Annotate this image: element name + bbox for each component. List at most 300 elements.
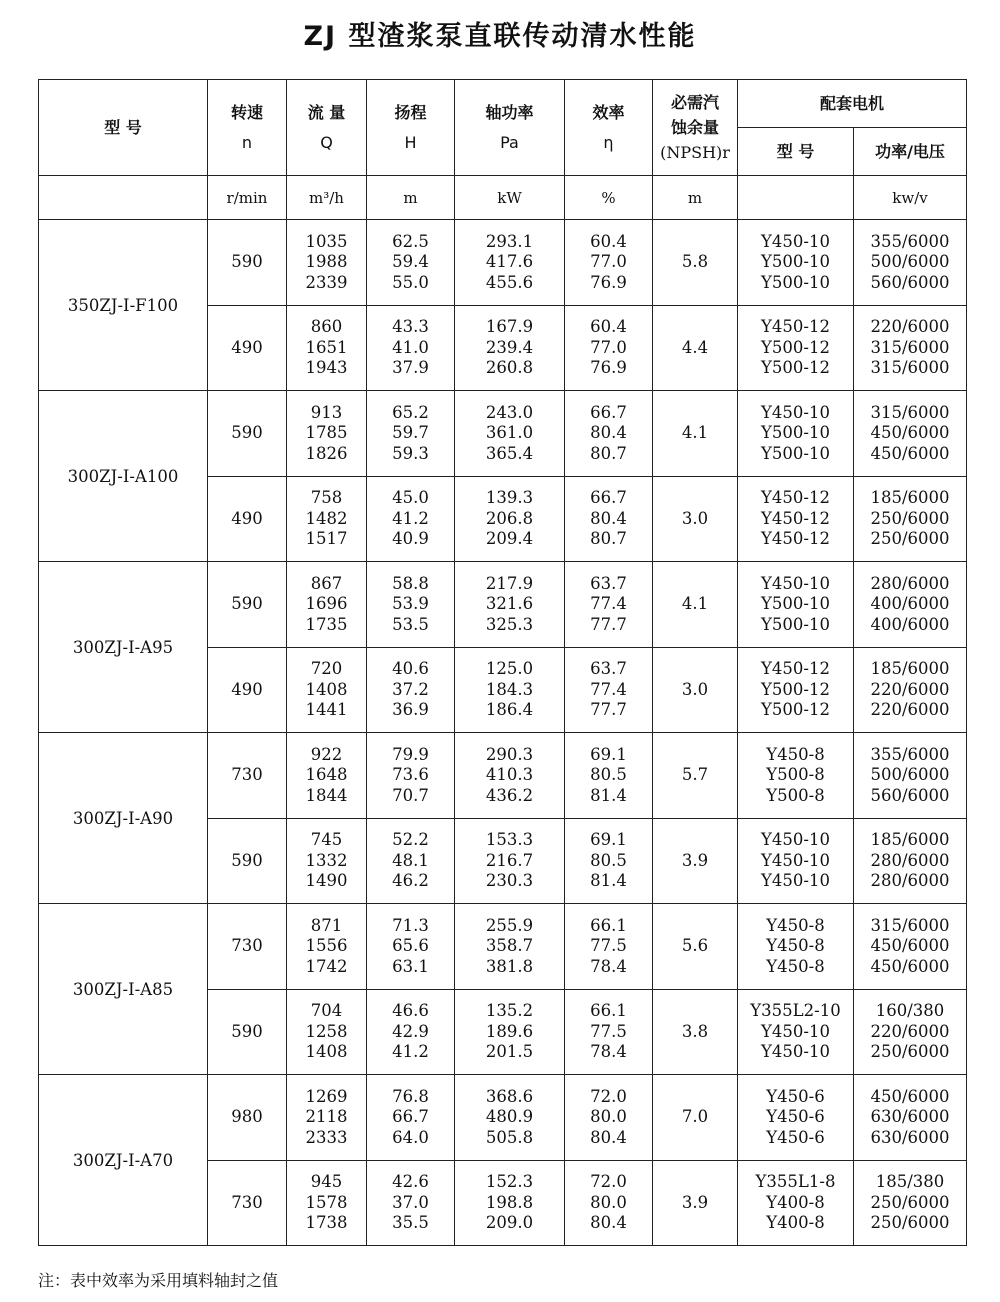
head-cell-value: 37.2	[392, 679, 429, 699]
motor-model-cell	[738, 391, 854, 477]
header-efficiency: 效率 η	[565, 80, 653, 176]
efficiency-cell-value: 69.1	[590, 830, 627, 849]
motor-model-cell	[738, 733, 854, 819]
unit-head: m	[367, 176, 455, 220]
flow-cell-value: 1988	[305, 252, 348, 271]
motor-power-cell-value: 400/6000	[870, 594, 950, 613]
motor-model-cell-value: Y500-12	[761, 358, 830, 377]
flow-cell-value: 860	[310, 317, 343, 336]
motor-model-cell-value: Y355L1-8	[755, 1172, 836, 1191]
npsh-cell: 3.8	[653, 989, 738, 1075]
head-cell-value: 53.5	[392, 614, 429, 634]
motor-power-cell-value: 185/6000	[870, 830, 950, 849]
motor-model-cell-value: Y450-8	[766, 744, 825, 764]
speed-cell: 590	[208, 220, 287, 306]
motor-model-cell-value: Y400-8	[766, 1213, 825, 1232]
motor-power-cell-value: 450/6000	[870, 1086, 950, 1106]
efficiency-cell-value: 81.4	[590, 871, 627, 890]
head-cell-value: 59.3	[392, 443, 429, 463]
npsh-cell: 7.0	[653, 1075, 738, 1161]
speed-cell: 490	[208, 476, 287, 562]
motor-power-cell-value: 450/6000	[870, 443, 950, 463]
shaft-power-cell-value: 216.7	[485, 850, 534, 870]
flow-cell-value: 1943	[305, 358, 348, 377]
flow-cell-value: 1826	[305, 443, 348, 463]
npsh-cell: 5.6	[653, 904, 738, 990]
motor-power-cell	[854, 220, 967, 306]
npsh-cell: 5.7	[653, 733, 738, 819]
shaft-power-cell-value: 505.8	[485, 1127, 534, 1147]
flow-cell-value: 2339	[305, 272, 348, 292]
flow-cell-value: 1696	[305, 594, 348, 613]
motor-model-cell-value: Y500-10	[761, 443, 830, 463]
motor-model-cell	[738, 989, 854, 1075]
head-cell-value: 41.2	[392, 1042, 429, 1061]
motor-model-cell-value: Y500-8	[766, 765, 825, 784]
shaft-power-cell-value: 243.0	[485, 402, 534, 422]
motor-model-cell-value: Y450-12	[761, 317, 830, 336]
motor-power-cell-value: 315/6000	[870, 915, 950, 935]
efficiency-cell	[565, 733, 653, 819]
flow-cell-value: 1408	[305, 679, 348, 699]
efficiency-cell-value: 77.5	[590, 936, 627, 955]
motor-power-cell-value: 250/6000	[870, 529, 950, 548]
flow-cell	[287, 305, 367, 391]
head-cell-value: 55.0	[392, 272, 429, 292]
flow-cell-value: 1735	[305, 614, 348, 634]
flow-cell-value: 1651	[305, 337, 348, 357]
shaft-power-cell-value: 201.5	[485, 1042, 534, 1061]
head-cell-value: 59.7	[392, 423, 429, 442]
npsh-cell: 3.0	[653, 647, 738, 733]
flow-cell	[287, 220, 367, 306]
header-motor-group: 配套电机	[738, 80, 967, 128]
shaft-power-cell-value: 365.4	[485, 443, 534, 463]
head-cell-value: 41.0	[392, 337, 429, 357]
head-cell-value: 43.3	[392, 317, 429, 336]
efficiency-cell-value: 80.4	[590, 1213, 627, 1232]
table-row	[39, 562, 967, 648]
shaft-power-cell-value: 186.4	[485, 700, 534, 719]
motor-model-cell-value: Y500-10	[761, 252, 830, 271]
efficiency-cell	[565, 818, 653, 904]
flow-cell-value: 720	[310, 659, 343, 678]
motor-power-cell	[854, 989, 967, 1075]
head-cell-value: 62.5	[392, 231, 429, 251]
flow-cell-value: 1332	[305, 850, 348, 870]
motor-power-cell-value: 560/6000	[870, 785, 950, 805]
motor-power-cell	[854, 818, 967, 904]
motor-power-cell-value: 630/6000	[870, 1107, 950, 1126]
speed-cell: 590	[208, 989, 287, 1075]
flow-cell-value: 1742	[305, 956, 348, 976]
header-npsh: 必需汽 蚀余量 (NPSH)r	[653, 80, 738, 176]
motor-model-cell-value: Y500-10	[761, 614, 830, 634]
flow-cell	[287, 733, 367, 819]
motor-model-cell-value: Y450-10	[761, 871, 830, 890]
head-cell-value: 45.0	[392, 488, 429, 507]
shaft-power-cell-value: 480.9	[485, 1107, 534, 1126]
head-cell-value: 42.6	[392, 1172, 429, 1191]
head-cell	[367, 733, 455, 819]
flow-cell	[287, 989, 367, 1075]
shaft-power-cell-value: 260.8	[485, 358, 534, 377]
motor-model-cell	[738, 818, 854, 904]
head-cell-value: 63.1	[392, 956, 429, 976]
motor-model-cell-value: Y450-12	[761, 659, 830, 678]
efficiency-cell-value: 69.1	[590, 744, 627, 764]
footnote: 注：表中效率为采用填料轴封之值	[38, 1271, 279, 1290]
motor-model-cell	[738, 220, 854, 306]
head-cell-value: 42.9	[392, 1021, 429, 1041]
head-cell-value: 48.1	[392, 850, 429, 870]
speed-cell: 730	[208, 904, 287, 990]
motor-model-cell	[738, 647, 854, 733]
shaft-power-cell	[455, 562, 565, 648]
shaft-power-cell-value: 410.3	[485, 765, 534, 784]
head-cell-value: 64.0	[392, 1127, 429, 1147]
shaft-power-cell-value: 184.3	[485, 679, 534, 699]
head-cell	[367, 647, 455, 733]
motor-model-cell-value: Y500-12	[761, 337, 830, 357]
efficiency-cell-value: 60.4	[590, 317, 627, 336]
motor-model-cell-value: Y450-10	[761, 231, 830, 251]
head-cell-value: 41.2	[392, 508, 429, 528]
flow-cell-value: 1441	[305, 700, 348, 719]
flow-cell-value: 1490	[305, 871, 348, 890]
motor-power-cell-value: 280/6000	[870, 871, 950, 890]
head-cell-value: 46.6	[392, 1001, 429, 1020]
flow-cell-value: 1738	[305, 1213, 348, 1232]
speed-cell: 490	[208, 305, 287, 391]
efficiency-cell-value: 66.1	[590, 915, 627, 935]
shaft-power-cell-value: 368.6	[485, 1086, 534, 1106]
motor-power-cell	[854, 647, 967, 733]
head-cell	[367, 562, 455, 648]
motor-power-cell-value: 315/6000	[870, 358, 950, 377]
head-cell	[367, 818, 455, 904]
flow-cell	[287, 647, 367, 733]
npsh-cell: 3.0	[653, 476, 738, 562]
flow-cell-value: 945	[310, 1172, 343, 1191]
head-cell-value: 76.8	[392, 1086, 429, 1106]
flow-cell-value: 1648	[305, 765, 348, 784]
efficiency-cell-value: 63.7	[590, 573, 627, 593]
header-motor-model: 型 号	[738, 128, 854, 176]
npsh-cell: 4.4	[653, 305, 738, 391]
efficiency-cell	[565, 220, 653, 306]
motor-model-cell-value: Y400-8	[766, 1192, 825, 1212]
speed-cell: 590	[208, 562, 287, 648]
flow-cell-value: 1482	[305, 508, 348, 528]
head-cell	[367, 904, 455, 990]
head-cell-value: 40.9	[392, 529, 429, 548]
shaft-power-cell	[455, 733, 565, 819]
unit-model	[39, 176, 208, 220]
motor-power-cell	[854, 733, 967, 819]
motor-model-cell-value: Y450-6	[766, 1086, 825, 1106]
speed-cell: 730	[208, 1160, 287, 1246]
speed-cell: 590	[208, 818, 287, 904]
efficiency-cell-value: 80.5	[590, 850, 627, 870]
motor-model-cell	[738, 562, 854, 648]
table-row	[39, 904, 967, 990]
shaft-power-cell-value: 361.0	[485, 423, 534, 442]
shaft-power-cell-value: 217.9	[485, 573, 534, 593]
flow-cell	[287, 562, 367, 648]
motor-power-cell-value: 185/380	[875, 1172, 945, 1191]
motor-power-cell-value: 500/6000	[870, 765, 950, 784]
efficiency-cell	[565, 904, 653, 990]
flow-cell-value: 1035	[305, 231, 348, 251]
pump-model: 300ZJ-I-A100	[39, 391, 208, 562]
unit-power: kW	[455, 176, 565, 220]
efficiency-cell-value: 80.0	[590, 1107, 627, 1126]
speed-cell: 980	[208, 1075, 287, 1161]
shaft-power-cell	[455, 391, 565, 477]
efficiency-cell-value: 80.4	[590, 508, 627, 528]
shaft-power-cell	[455, 989, 565, 1075]
motor-model-cell	[738, 1160, 854, 1246]
shaft-power-cell	[455, 305, 565, 391]
motor-power-cell-value: 185/6000	[870, 488, 950, 507]
efficiency-cell-value: 66.7	[590, 402, 627, 422]
efficiency-cell-value: 80.0	[590, 1192, 627, 1212]
shaft-power-cell-value: 436.2	[485, 785, 534, 805]
header-motor-power: 功率/电压	[854, 128, 967, 176]
npsh-cell: 4.1	[653, 562, 738, 648]
shaft-power-cell-value: 139.3	[485, 488, 534, 507]
flow-cell-value: 871	[310, 915, 343, 935]
shaft-power-cell	[455, 476, 565, 562]
table-row	[39, 220, 967, 306]
shaft-power-cell-value: 135.2	[485, 1001, 534, 1020]
shaft-power-cell-value: 230.3	[485, 871, 534, 890]
efficiency-cell-value: 80.5	[590, 765, 627, 784]
motor-model-cell-value: Y450-10	[761, 1042, 830, 1061]
motor-model-cell-value: Y450-8	[766, 915, 825, 935]
head-cell-value: 58.8	[392, 573, 429, 593]
head-cell-value: 37.0	[392, 1192, 429, 1212]
efficiency-cell-value: 77.7	[590, 700, 627, 719]
head-cell-value: 40.6	[392, 659, 429, 678]
motor-power-cell-value: 185/6000	[870, 659, 950, 678]
efficiency-cell-value: 63.7	[590, 659, 627, 678]
motor-power-cell-value: 220/6000	[870, 679, 950, 699]
shaft-power-cell-value: 209.4	[485, 529, 534, 548]
head-cell-value: 53.9	[392, 594, 429, 613]
flow-cell-value: 704	[310, 1001, 343, 1020]
efficiency-cell-value: 77.0	[590, 252, 627, 271]
flow-cell	[287, 818, 367, 904]
pump-model: 300ZJ-I-A90	[39, 733, 208, 904]
motor-model-cell-value: Y500-10	[761, 272, 830, 292]
header-flow: 流 量 Q	[287, 80, 367, 176]
motor-power-cell	[854, 904, 967, 990]
efficiency-cell-value: 78.4	[590, 956, 627, 976]
efficiency-cell	[565, 391, 653, 477]
header-head: 扬程 H	[367, 80, 455, 176]
efficiency-cell-value: 77.5	[590, 1021, 627, 1041]
efficiency-cell-value: 76.9	[590, 272, 627, 292]
efficiency-cell-value: 77.7	[590, 614, 627, 634]
unit-motor-power: kw/v	[854, 176, 967, 220]
flow-cell	[287, 476, 367, 562]
motor-model-cell-value: Y500-8	[766, 785, 825, 805]
flow-cell	[287, 391, 367, 477]
unit-efficiency: %	[565, 176, 653, 220]
efficiency-cell-value: 77.4	[590, 679, 627, 699]
pump-model: 350ZJ-I-F100	[39, 220, 208, 391]
flow-cell	[287, 904, 367, 990]
shaft-power-cell-value: 125.0	[485, 659, 534, 678]
motor-power-cell-value: 450/6000	[870, 936, 950, 955]
header-speed: 转速 n	[208, 80, 287, 176]
efficiency-cell	[565, 305, 653, 391]
motor-model-cell-value: Y450-12	[761, 529, 830, 548]
efficiency-cell-value: 66.7	[590, 488, 627, 507]
head-cell-value: 70.7	[392, 785, 429, 805]
motor-model-cell-value: Y450-10	[761, 830, 830, 849]
motor-model-cell-value: Y500-12	[761, 700, 830, 719]
motor-power-cell	[854, 305, 967, 391]
motor-power-cell-value: 250/6000	[870, 508, 950, 528]
pump-model: 300ZJ-I-A85	[39, 904, 208, 1075]
shaft-power-cell-value: 206.8	[485, 508, 534, 528]
head-cell	[367, 305, 455, 391]
efficiency-cell-value: 60.4	[590, 231, 627, 251]
shaft-power-cell-value: 239.4	[485, 337, 534, 357]
motor-model-cell-value: Y450-10	[761, 573, 830, 593]
motor-model-cell-value: Y450-8	[766, 956, 825, 976]
efficiency-cell-value: 80.7	[590, 443, 627, 463]
head-cell	[367, 391, 455, 477]
head-cell	[367, 1075, 455, 1161]
motor-power-cell-value: 450/6000	[870, 423, 950, 442]
motor-power-cell-value: 220/6000	[870, 700, 950, 719]
motor-model-cell-value: Y450-10	[761, 402, 830, 422]
head-cell	[367, 476, 455, 562]
performance-table	[38, 79, 967, 1246]
motor-power-cell-value: 355/6000	[870, 231, 950, 251]
unit-flow: m³/h	[287, 176, 367, 220]
motor-power-cell-value: 400/6000	[870, 614, 950, 634]
motor-power-cell-value: 280/6000	[870, 850, 950, 870]
motor-power-cell-value: 450/6000	[870, 956, 950, 976]
head-cell-value: 66.7	[392, 1107, 429, 1126]
flow-cell-value: 913	[310, 402, 343, 422]
motor-model-cell-value: Y500-10	[761, 594, 830, 613]
flow-cell-value: 745	[310, 830, 343, 849]
shaft-power-cell-value: 152.3	[485, 1172, 534, 1191]
efficiency-cell-value: 72.0	[590, 1086, 627, 1106]
motor-model-cell-value: Y450-12	[761, 488, 830, 507]
npsh-cell: 3.9	[653, 1160, 738, 1246]
flow-cell-value: 1785	[305, 423, 348, 442]
shaft-power-cell	[455, 220, 565, 306]
shaft-power-cell-value: 358.7	[485, 936, 534, 955]
motor-power-cell-value: 220/6000	[870, 1021, 950, 1041]
shaft-power-cell	[455, 818, 565, 904]
table-row	[39, 391, 967, 477]
head-cell-value: 37.9	[392, 358, 429, 377]
efficiency-cell-value: 80.4	[590, 423, 627, 442]
unit-motor-model	[738, 176, 854, 220]
motor-model-cell	[738, 904, 854, 990]
flow-cell-value: 1269	[305, 1086, 348, 1106]
efficiency-cell	[565, 989, 653, 1075]
flow-cell-value: 758	[310, 488, 343, 507]
shaft-power-cell-value: 381.8	[485, 956, 534, 976]
shaft-power-cell	[455, 647, 565, 733]
motor-power-cell	[854, 476, 967, 562]
efficiency-cell-value: 77.0	[590, 337, 627, 357]
head-cell-value: 36.9	[392, 700, 429, 719]
header-model: 型 号	[39, 80, 208, 176]
motor-power-cell-value: 315/6000	[870, 337, 950, 357]
motor-power-cell-value: 160/380	[875, 1001, 945, 1020]
efficiency-cell-value: 76.9	[590, 358, 627, 377]
motor-power-cell-value: 250/6000	[870, 1042, 950, 1061]
flow-cell	[287, 1075, 367, 1161]
flow-cell-value: 867	[310, 573, 343, 593]
head-cell-value: 73.6	[392, 765, 429, 784]
head-cell-value: 35.5	[392, 1213, 429, 1232]
shaft-power-cell-value: 455.6	[485, 272, 534, 292]
table-row	[39, 733, 967, 819]
shaft-power-cell-value: 198.8	[485, 1192, 534, 1212]
shaft-power-cell-value: 189.6	[485, 1021, 534, 1041]
shaft-power-cell-value: 325.3	[485, 614, 534, 634]
motor-model-cell-value: Y450-12	[761, 508, 830, 528]
head-cell	[367, 989, 455, 1075]
motor-model-cell-value: Y450-8	[766, 936, 825, 955]
speed-cell: 730	[208, 733, 287, 819]
motor-model-cell-value: Y355L2-10	[750, 1001, 841, 1020]
motor-power-cell	[854, 1075, 967, 1161]
efficiency-cell	[565, 647, 653, 733]
motor-power-cell-value: 630/6000	[870, 1127, 950, 1147]
unit-npsh: m	[653, 176, 738, 220]
npsh-cell: 3.9	[653, 818, 738, 904]
motor-model-cell	[738, 1075, 854, 1161]
shaft-power-cell-value: 417.6	[485, 252, 534, 271]
flow-cell-value: 1556	[305, 936, 348, 955]
efficiency-cell	[565, 1160, 653, 1246]
flow-cell-value: 2333	[305, 1127, 348, 1147]
flow-cell-value: 1517	[305, 529, 348, 548]
pump-model: 300ZJ-I-A70	[39, 1075, 208, 1246]
flow-cell-value: 1844	[305, 785, 348, 805]
speed-cell: 490	[208, 647, 287, 733]
motor-power-cell	[854, 1160, 967, 1246]
table-row	[39, 1075, 967, 1161]
motor-power-cell	[854, 391, 967, 477]
head-cell-value: 46.2	[392, 871, 429, 890]
motor-power-cell-value: 315/6000	[870, 402, 950, 422]
motor-power-cell-value: 220/6000	[870, 317, 950, 336]
flow-cell	[287, 1160, 367, 1246]
motor-power-cell-value: 250/6000	[870, 1213, 950, 1232]
motor-model-cell-value: Y450-10	[761, 1021, 830, 1041]
motor-power-cell	[854, 562, 967, 648]
efficiency-cell	[565, 1075, 653, 1161]
motor-model-cell-value: Y500-12	[761, 679, 830, 699]
npsh-cell: 5.8	[653, 220, 738, 306]
efficiency-cell-value: 72.0	[590, 1172, 627, 1191]
motor-power-cell-value: 560/6000	[870, 272, 950, 292]
motor-model-cell	[738, 305, 854, 391]
